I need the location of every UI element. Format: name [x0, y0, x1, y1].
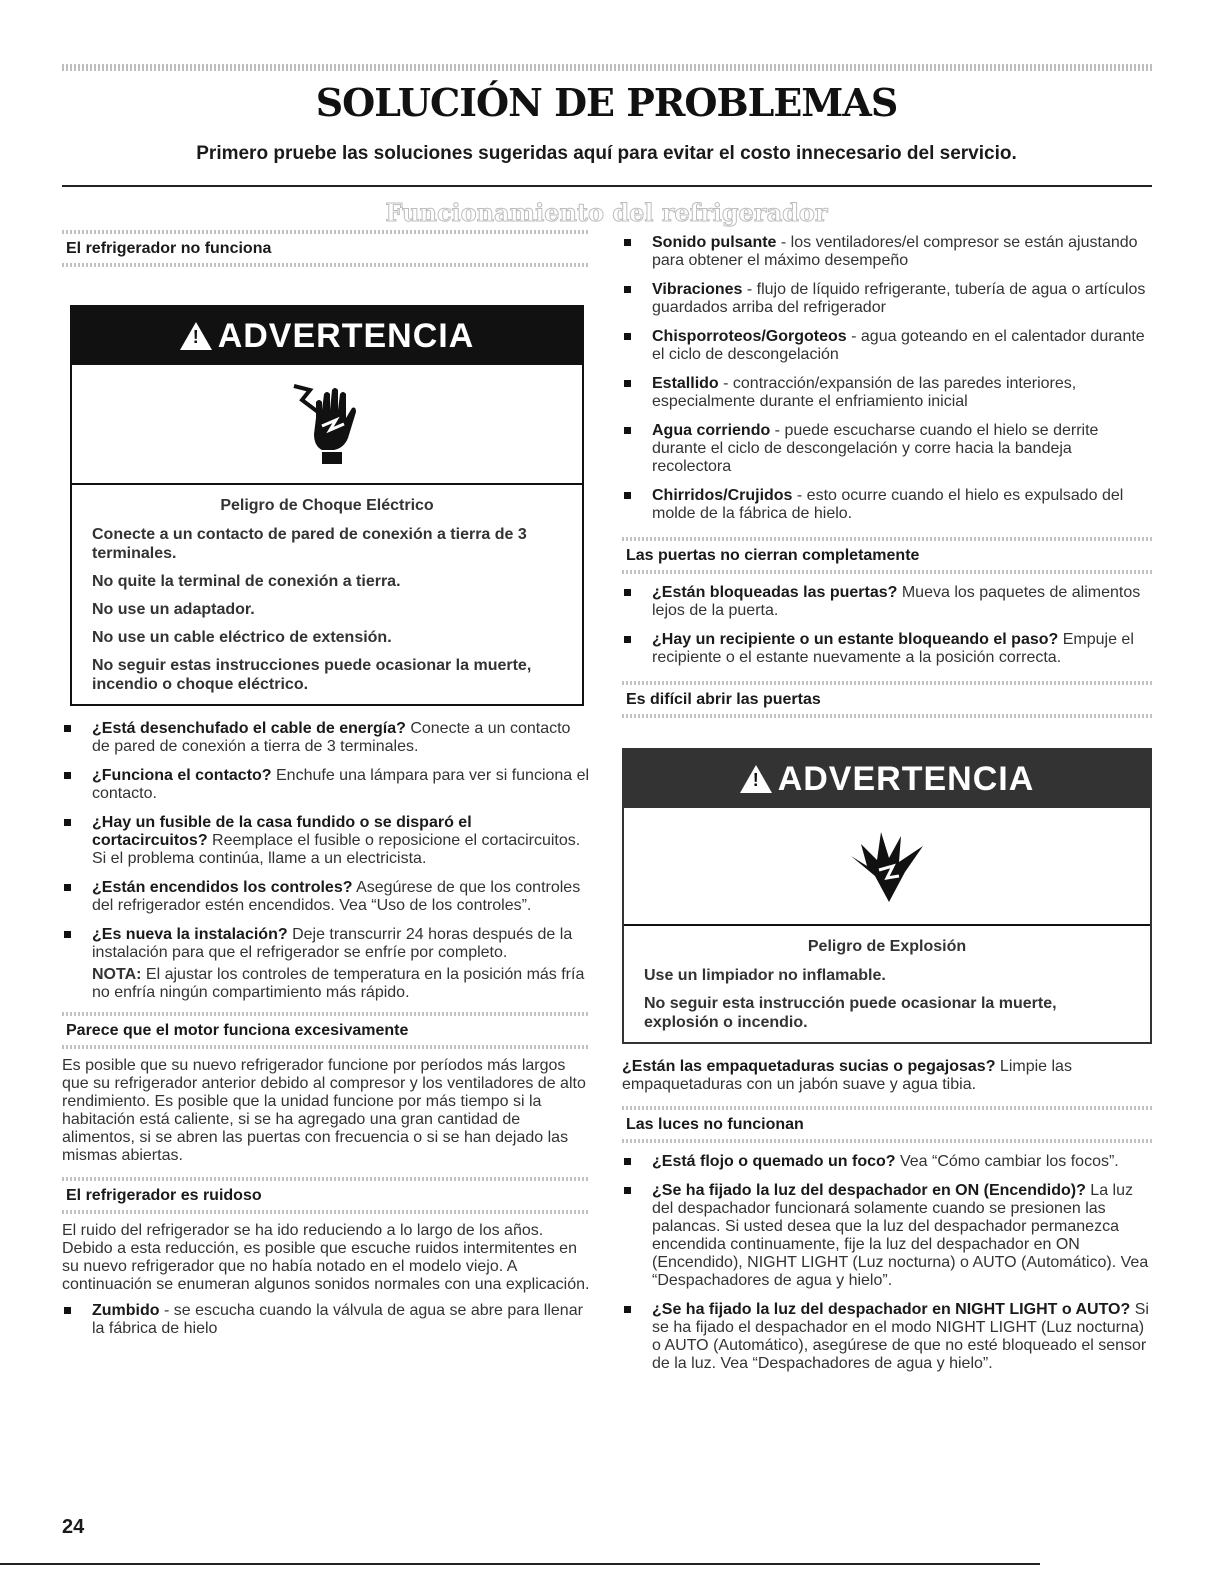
page-subtitle: Primero pruebe las soluciones sugeridas aquí para evitar el costo innecesario del servicio.: [196, 143, 1017, 164]
gasket-paragraph: [622, 1058, 1152, 1094]
bottom-rule: [0, 1563, 1040, 1565]
explosion-warning: [622, 748, 1152, 1044]
top-dotted-rule: [62, 64, 1152, 71]
lights-list: [622, 1153, 1152, 1373]
note: [92, 966, 590, 1002]
sounds-list: [622, 234, 1152, 523]
list-item: ¿Hay un fusible de la casa fundido o se disparó el cortacircuitos? Reemplace el fusible o reposicione el cortacircuitos. Si el problema continúa, llame a un electricista.: [62, 814, 590, 868]
warning-line: No use un cable eléctrico de extensión.: [92, 629, 392, 646]
warning-icon-area: [624, 808, 1150, 926]
warning-hazard: Peligro de Explosión: [807, 938, 967, 955]
list-item: Agua corriendo - puede escucharse cuando el hielo se derrite durante el ciclo de descongelación y corre hacia la bandeja recolectora: [622, 422, 1152, 476]
noisy-body: El ruido del refrigerador se ha ido reduciendo a lo largo de los años. Debido a esta reducción, es posible que escuche ruidos intermitentes en su nuevo refrigerador que no había notado en el modelo viejo. A continuación se enumeran algunos sonidos normales con una explicación.: [62, 1222, 590, 1293]
list-item: Chirridos/Crujidos - esto ocurre cuando el hielo es expulsado del molde de la fábrica de hielo.: [622, 487, 1152, 523]
warning-title: ADVERTENCIA: [777, 760, 1035, 798]
warning-hazard: Peligro de Choque Eléctrico: [220, 497, 434, 514]
noise-list: [62, 1302, 590, 1338]
warning-line: No quite la terminal de conexión a tierra.: [92, 573, 401, 590]
list-item: Sonido pulsante - los ventiladores/el compresor se están ajustando para obtener el máximo desempeño: [622, 234, 1152, 270]
list-item: Vibraciones - flujo de líquido refrigerante, tubería de agua o artículos guardados arriba del refrigerador: [622, 281, 1152, 317]
list-item: Chisporroteos/Gorgoteos - agua goteando en el calentador durante el ciclo de descongelación: [622, 328, 1152, 364]
warning-header: [72, 307, 582, 365]
subsection-heading-noisy: El refrigerador es ruidoso: [62, 1177, 590, 1214]
list-item: ¿Están encendidos los controles? Asegúrese de que los controles del refrigerador estén encendidos. Vea “Uso de los controles”.: [62, 879, 590, 915]
right-column: [622, 234, 1152, 1384]
warning-icon-area: [72, 365, 582, 485]
list-item: ¿Está desenchufado el cable de energía? Conecte a un contacto de pared de conexión a tierra de 3 terminales.: [62, 720, 590, 756]
list-item: ¿Están bloqueadas las puertas? Mueva los paquetes de alimentos lejos de la puerta.: [622, 584, 1152, 620]
list-item: Estallido - contracción/expansión de las paredes interiores, especialmente durante el enfriamiento inicial: [622, 375, 1152, 411]
electric-shock-warning: [70, 305, 584, 706]
list-item: ¿Se ha fijado la luz del despachador en ON (Encendido)? La luz del despachador funcionará solamente cuando se presionen las palancas. Si usted desea que la luz del despachador permanezca encendida continuamente, fije la luz del despachador en ON (Encendido), NIGHT LIGHT (Luz nocturna) o AUTO (Automático). Vea “Despachadores de agua y hielo”.: [622, 1182, 1152, 1290]
warning-title: ADVERTENCIA: [217, 317, 475, 355]
gasket-term: ¿Están las empaquetaduras sucias o pegajosas?: [622, 1058, 996, 1075]
left-column: [62, 230, 590, 1349]
list-item: ¿Es nueva la instalación? Deje transcurrir 24 horas después de la instalación para que el refrigerador se enfríe por completo.: [62, 926, 590, 962]
warning-line: No seguir estas instrucciones puede ocasionar la muerte, incendio o choque eléctrico.: [92, 657, 532, 693]
subsection-heading-lights: Las luces no funcionan: [622, 1106, 1152, 1143]
warning-line: No use un adaptador.: [92, 601, 255, 618]
explosion-icon: [845, 826, 929, 906]
subsection-heading-doors-close: Las puertas no cierran completamente: [622, 537, 1152, 574]
warning-line: Conecte a un contacto de pared de conexión a tierra de 3 terminales.: [92, 526, 527, 562]
doors-close-list: [622, 584, 1152, 667]
subsection-heading-not-working: El refrigerador no funciona: [62, 230, 590, 267]
list-item: ¿Hay un recipiente o un estante bloqueando el paso? Empuje el recipiente o el estante nuevamente a la posición correcta.: [622, 631, 1152, 667]
page-number: 24: [62, 1516, 85, 1538]
note-label: NOTA:: [92, 966, 142, 983]
warning-line: Use un limpiador no inflamable.: [644, 967, 886, 984]
note-text: El ajustar los controles de temperatura en la posición más fría no enfría ningún compartimiento más rápido.: [92, 966, 585, 1001]
list-item: ¿Se ha fijado la luz del despachador en NIGHT LIGHT o AUTO? Si se ha fijado el despachador en el modo NIGHT LIGHT (Luz nocturna) o AUTO (Automático), asegúrese de que no esté bloqueado el sensor de la luz. Vea “Despachadores de agua y hielo”.: [622, 1301, 1152, 1373]
subsection-heading-doors-open: Es difícil abrir las puertas: [622, 681, 1152, 718]
warning-line: No seguir esta instrucción puede ocasionar la muerte, explosión o incendio.: [644, 995, 1057, 1031]
electric-shock-hand-icon: [292, 380, 362, 468]
not-working-list: [62, 720, 590, 962]
list-item: Zumbido - se escucha cuando la válvula de agua se abre para llenar la fábrica de hielo: [62, 1302, 590, 1338]
section-heading: Funcionamiento del refrigerador: [385, 198, 828, 227]
page-title: SOLUCIÓN DE PROBLEMAS: [315, 80, 898, 125]
motor-body: Es posible que su nuevo refrigerador funcione por períodos más largos que su refrigerador anterior debido al compresor y los ventiladores de alto rendimiento. Es posible que la unidad funcione por más tiempo si la habitación está caliente, si se ha agregado una gran cantidad de alimentos, si se abren las puertas con frecuencia o si se han dejado las mismas abiertas.: [62, 1057, 586, 1164]
warning-triangle-icon: !: [180, 322, 212, 350]
subsection-heading-motor: Parece que el motor funciona excesivamente: [62, 1012, 590, 1049]
header-divider: [62, 185, 1152, 187]
warning-header: [624, 750, 1150, 808]
list-item: ¿Funciona el contacto? Enchufe una lámpara para ver si funciona el contacto.: [62, 767, 590, 803]
warning-triangle-icon: !: [740, 765, 772, 793]
gasket-text: Limpie las empaquetaduras con un jabón suave y agua tibia.: [622, 1058, 1072, 1093]
list-item: ¿Está flojo o quemado un foco? Vea “Cómo cambiar los focos”.: [622, 1153, 1152, 1171]
